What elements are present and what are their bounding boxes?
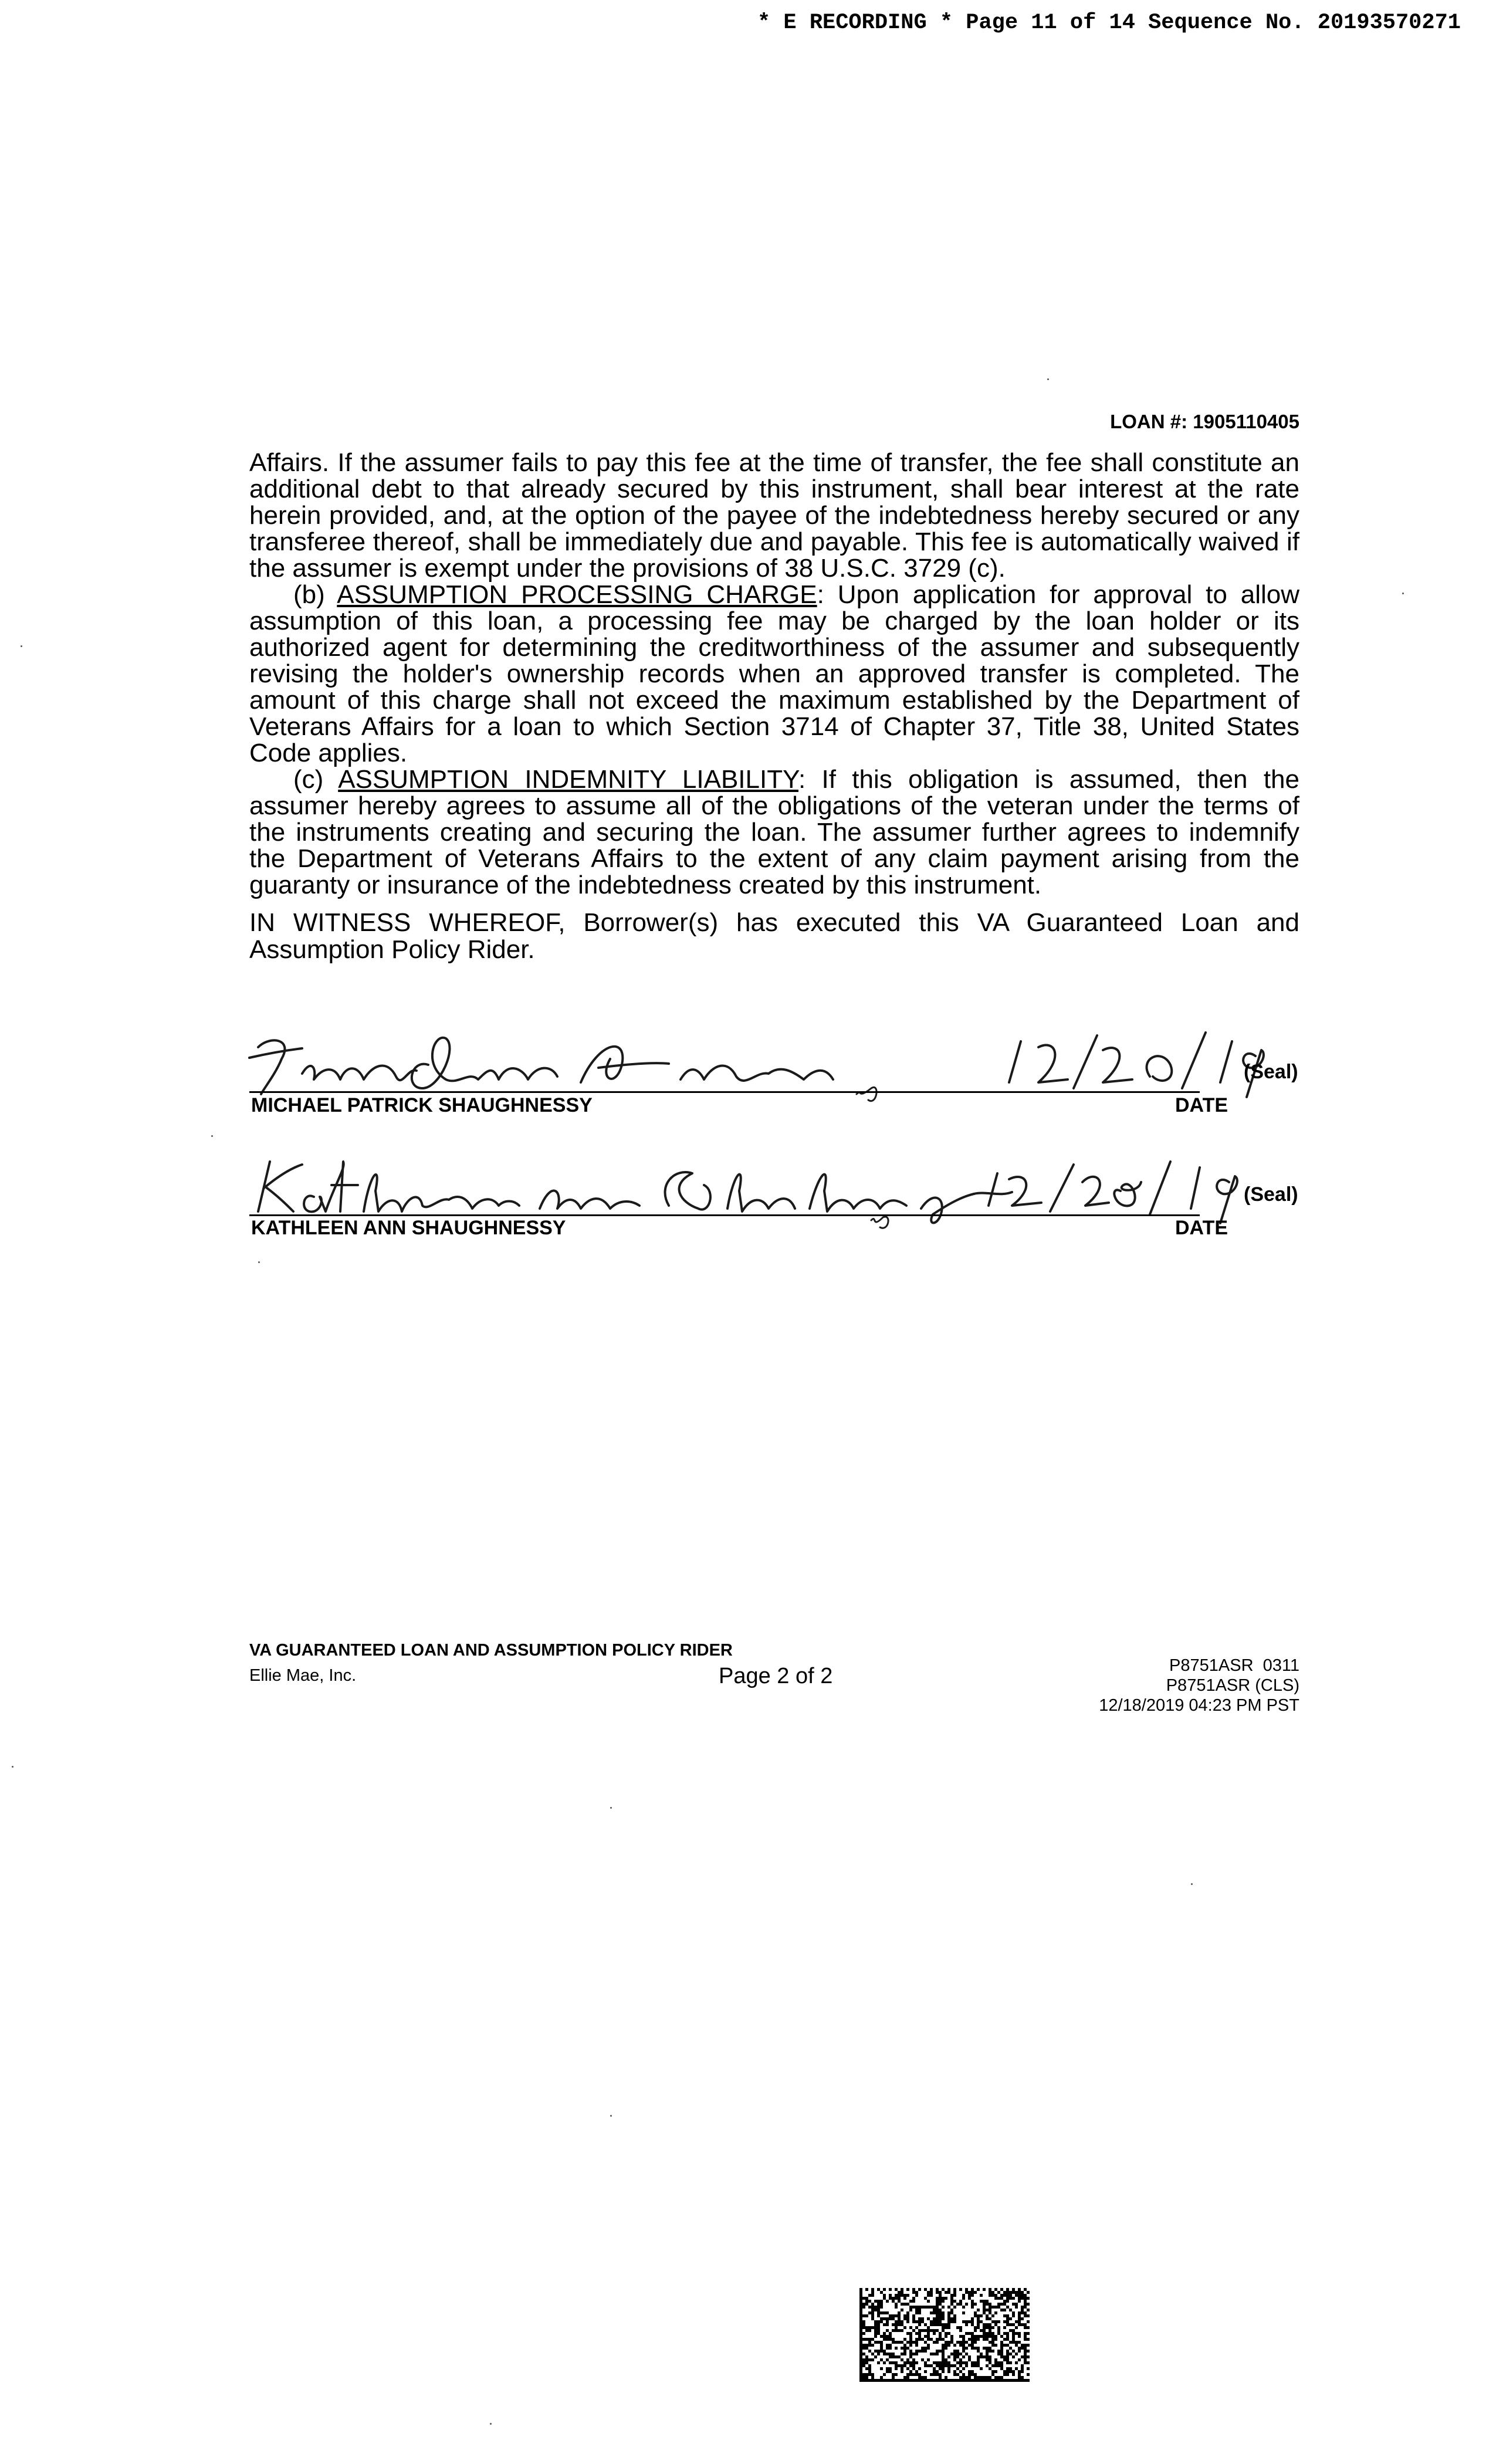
paragraph-b-text: : Upon application for approval to allow assumption of this loan, a processing fee may be charged by the loan holder or its authorized agent for determining the creditworthiness of the assumer and subsequently revising the holder's ownership records when an approved transfer is completed. The amount of this charge shall not exceed the maximum established by the Department of Veterans Affairs for a loan to which Section 3714 of Chapter 37, Title 38, United States Code applies. [249,580,1299,767]
scan-speck [1402,593,1404,594]
seal-label-1: (Seal) [1244,1061,1298,1083]
rider-body [249,449,1299,898]
footer-company: Ellie Mae, Inc. [249,1666,357,1685]
scan-speck [211,1135,213,1137]
loan-number: LOAN #: 1905110405 [1110,411,1299,432]
date-label-1: DATE [1175,1094,1228,1116]
paragraph-b-prefix: (b) [293,580,337,609]
recording-header: * E RECORDING * Page 11 of 14 Sequence No. 20193570271 [757,11,1461,35]
scan-speck [1191,1883,1193,1885]
footer-form-codes [1099,1656,1299,1715]
datamatrix-barcode [859,2288,1030,2382]
paragraph-b-heading: ASSUMPTION PROCESSING CHARGE [337,580,817,609]
footer-form-title: VA GUARANTEED LOAN AND ASSUMPTION POLICY RIDER [249,1641,733,1660]
paragraph-c [249,766,1299,898]
footer-code-2: P8751ASR (CLS) [1166,1676,1299,1695]
scan-speck [1047,378,1049,380]
paragraph-a: Affairs. If the assumer fails to pay this fee at the time of transfer, the fee shall constitute an additional debt to that already secured by this instrument, shall bear interest at the rate herein provided, and, at the option of the payee of the indebtedness hereby secured or any transferee thereof, shall be immediately due and payable. This fee is automatically waived if the assumer is exempt under the provisions of 38 U.S.C. 3729 (c). [249,448,1299,583]
footer-timestamp: 12/18/2019 04:23 PM PST [1099,1696,1299,1715]
witness-clause: IN WITNESS WHEREOF, Borrower(s) has executed this VA Guaranteed Loan and Assumption Policy Rider. [249,908,1299,964]
scan-speck [610,2115,612,2117]
paragraph-b [249,581,1299,766]
footer-page-number: Page 2 of 2 [719,1664,833,1688]
scan-speck [610,1807,612,1809]
scan-speck [258,1261,260,1263]
scan-speck [490,2423,492,2425]
paragraph-c-text: : If this obligation is assumed, then the assumer hereby agrees to assume all of the obligations of the veteran under the terms of the instruments creating and securing the loan. The assumer further agrees to indemnify the Department of Veterans Affairs to the extent of any claim payment arising from the guaranty or insurance of the indebtedness created by this instrument. [249,765,1299,899]
scan-speck [12,1766,13,1768]
signature-line-1 [249,1091,1200,1093]
paragraph-c-prefix: (c) [293,765,339,794]
signature-line-2 [249,1214,1200,1216]
paragraph-c-heading: ASSUMPTION INDEMNITY LIABILITY [338,765,799,794]
footer-code-1: P8751ASR 0311 [1169,1656,1299,1675]
seal-label-2: (Seal) [1244,1183,1298,1206]
date-label-2: DATE [1175,1217,1228,1239]
signer-2-name: KATHLEEN ANN SHAUGHNESSY [251,1217,566,1239]
scan-speck [21,645,22,647]
signer-1-name: MICHAEL PATRICK SHAUGHNESSY [251,1094,593,1116]
